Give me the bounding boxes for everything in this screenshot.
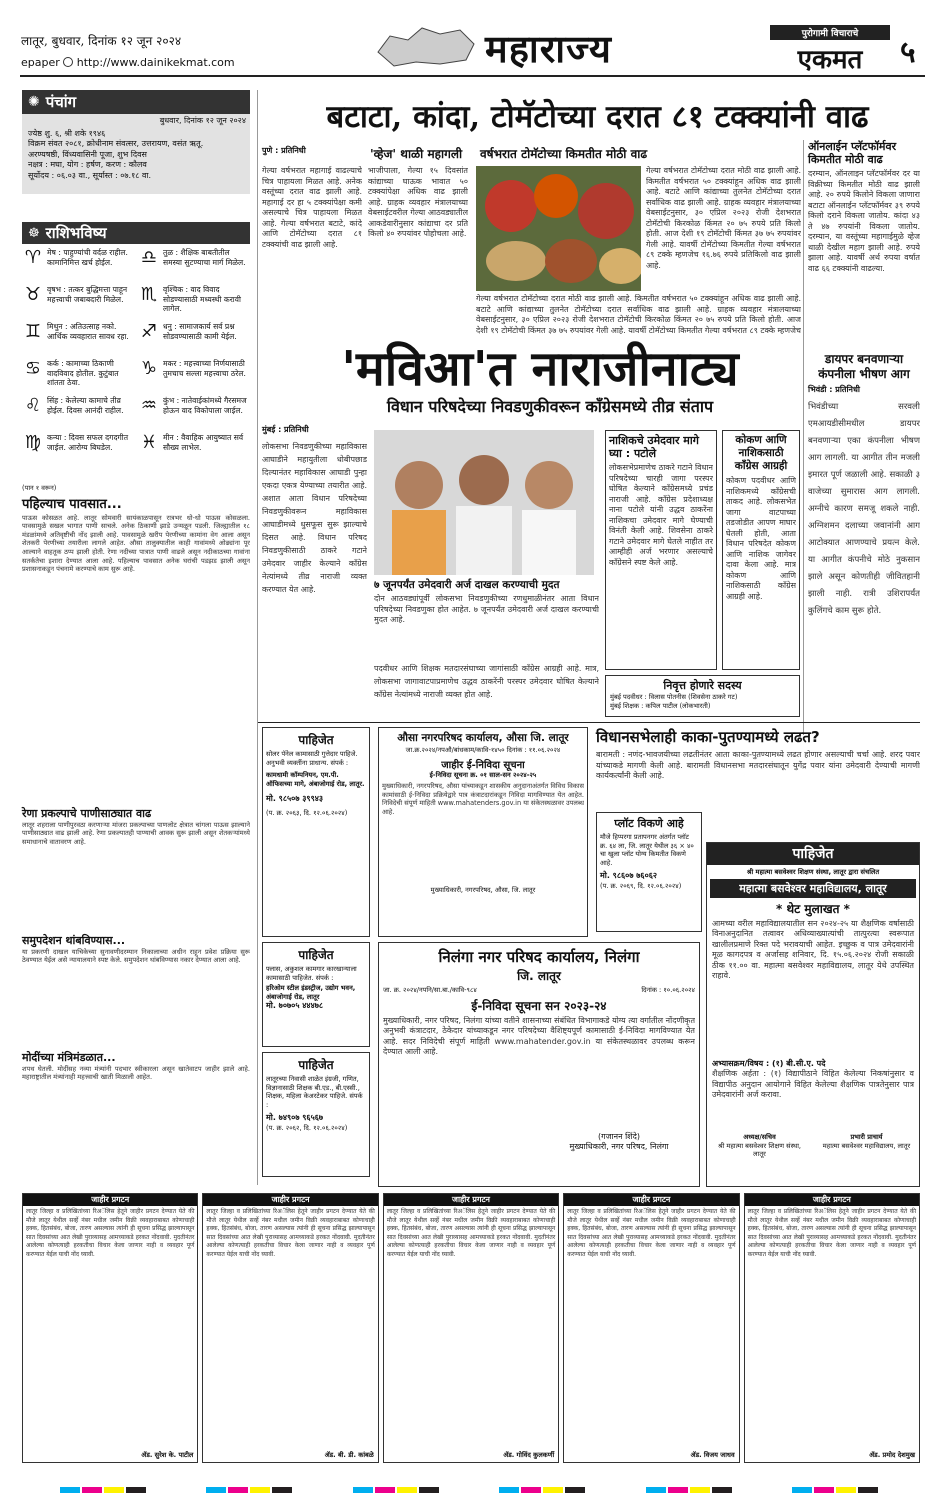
plot-title: प्लॉट विकणे आहे bbox=[614, 817, 684, 830]
press-swatch bbox=[60, 1487, 80, 1493]
public-notice-body: लातूर जिल्हा व प्रलिखितांच्या रिअॅलिस हेतूने जाहीर प्रगटन देण्यात येते की मौजे लातूर येथील सर्व्हे नंबर मधील जमीन विक्री व्यवहाराबाबत कोणाचाही हक्क, हितसंबंध, बोजा, तारण असल्यास त्यांनी ही सूचना प्रसिद्ध झाल्यापासून सात दिवसांच्या आत लेखी पुराव्यासह आमच्याकडे हरकत नोंदवावी. मुदतीनंतर आलेल्या कोणत्याही हरकतीचा विचार केला जाणार नाही व व्यवहार पूर्ण करण्यात येईल याची नोंद घ्यावी. bbox=[386, 1208, 556, 1258]
wanted-1-contact: मो. ९८५०७ ३९९४३ bbox=[266, 794, 324, 804]
press-swatch bbox=[792, 1487, 812, 1493]
sidebar-2-byline: भिवंडी : प्रतिनिधी bbox=[808, 385, 860, 394]
panchang-date: बुधवार, दिनांक १२ जून २०२४ bbox=[159, 116, 246, 125]
libra-icon: ♎ bbox=[140, 248, 158, 268]
public-notice-header: जाहीर प्रगटन bbox=[384, 1194, 558, 1206]
rain-sub3: मोदींच्या मंत्रिमंडळात... bbox=[22, 1050, 116, 1064]
ausa-body: मुख्याधिकारी, नगरपरिषद, औसा यांच्याकडून शासकीय अनुदानाअंतर्गत विविध विकास कामांसाठी ई-निविदा प्रक्रियेद्वारे पात्र कंत्राटदारांकडून निविदा मागविण्यात येत आहेत. निविदेची संपूर्ण माहिती www.mahatenders.gov.in या संकेतस्थळावर उपलब्ध आहे. bbox=[382, 782, 584, 816]
sign-right: महात्मा बसवेश्वर महाविद्यालय, लातूर bbox=[822, 1141, 911, 1150]
wanted-1-company: कामधामी कॉम्पनियन, एम.पी. ऑफिसच्या मागे, अंबाजोगाई रोड, लातूर. bbox=[266, 771, 365, 788]
capricorn-icon: ♑ bbox=[140, 359, 158, 379]
side-box-1 bbox=[605, 430, 717, 670]
panchang-title: पंचांग bbox=[45, 93, 77, 111]
politics-headline: विधानसभेलाही काका-पुतण्यामध्ये लढत? bbox=[596, 728, 820, 746]
nilanga-ref: जा. क्र. २०२४/नपनि/सा.बा./कावि-९८४ bbox=[383, 986, 477, 994]
public-notice bbox=[744, 1193, 920, 1463]
panchang-panel bbox=[22, 90, 250, 194]
rain-body: पाऊस कोसळत आहे. लातूर सोमवारी सायंकाळपासून रात्रभर धो-धो पाऊस कोसळला. पावसामुळे सखल भागात पाणी साचले. अनेक ठिकाणी झाडे उन्मळून पडली. जिल्ह्यातील १८ मंडळांमध्ये अतिवृष्टीची नोंद झाली आहे. पावसामुळे खरीप पेरणीच्या कामांना वेग आला असून शेतकरी पेरणीच्या तयारीला लागले आहेत. औसा तालुक्यातील काही गावांमध्ये ओढ्यांना पूर आल्याने वाहतूक ठप्प झाली होती. रेणा नदीच्या पात्रात पाणी वाढले असून नदीकाठच्या गावांना सतर्कतेचा इशारा देण्यात आला आहे. पहिल्याच पावसात अनेक घरांची पडझड झाली असून प्रशासनाकडून पंचनामे करण्याचे काम सुरू आहे. bbox=[22, 513, 250, 574]
college-name: महात्मा बसवेश्वर महाविद्यालय, लातूर bbox=[710, 879, 916, 898]
public-notice-signature: ॲड. बी. डी. कांबळे bbox=[324, 1451, 374, 1460]
section-title: महाराज्य bbox=[485, 26, 612, 71]
column-rule bbox=[257, 90, 258, 1185]
wanted-3-ref: (प. क्र. २०६२, दि. १२.०६.२०२४) bbox=[266, 1123, 348, 1132]
press-swatch bbox=[646, 1487, 666, 1493]
page-number: ५ bbox=[900, 35, 916, 70]
nilanga-tender bbox=[378, 942, 700, 1187]
politics-body: बारामती : नणंद-भावजयीच्या लढतीनंतर आता काका-पुतण्यामध्ये लढत होणार असल्याची चर्चा आहे. शरद पवार यांच्याकडे मागणी केली आहे. बारामती विधानसभा मतदारसंघातून युगेंद्र पवार यांना उमेदवारी देण्याची मागणी कार्यकर्त्यांनी केली आहे. bbox=[596, 750, 920, 780]
plot-contact: मो. ९८६०७ ७६०६२ bbox=[600, 871, 658, 881]
epaper-line bbox=[21, 56, 235, 69]
sign-right-title: प्रभारी प्राचार्य bbox=[850, 1133, 883, 1142]
top-headline: बटाटा, कांदा, टोमॅटोच्या दरात ८१ टक्क्यांनी वाढ bbox=[326, 99, 869, 135]
rashi-item bbox=[22, 396, 134, 433]
ausa-title: औसा नगरपरिषद कार्यालय, औसा जि. लातूर bbox=[397, 732, 569, 744]
rashi-item bbox=[22, 359, 134, 396]
main-body-bottom: पदवीधर आणि शिक्षक मतदारसंघाच्या जागांसाठी काँग्रेस आग्रही आहे. मात्र, लोकसभा जागावाटपाप्रमाणेच उद्धव ठाकरेंनी परस्पर उमेदवार घोषित केल्याने काँग्रेस नेत्यांमध्ये नाराजी व्यक्त होत आहे. bbox=[374, 664, 599, 699]
college-sign-left bbox=[712, 1133, 807, 1159]
press-swatch bbox=[858, 1487, 878, 1493]
panchang-line: अरण्यषष्ठी, विंध्यवासिनी पूजा, शुभ दिवस bbox=[28, 149, 147, 159]
rashi-item bbox=[138, 285, 250, 322]
sidebar-2-headline: डायपर बनवणाऱ्या कंपनीला भीषण आग bbox=[818, 352, 910, 381]
college-ad bbox=[706, 842, 920, 1187]
retiring-title: निवृत्त होणारे सदस्य bbox=[663, 679, 742, 692]
rashi-text: सिंह : केलेल्या कामाचे तीव्र होईल. दिवस आनंदी राहील. bbox=[47, 396, 124, 415]
press-swatch-group bbox=[60, 1478, 148, 1488]
public-notice-header: जाहीर प्रगटन bbox=[745, 1194, 919, 1206]
plot-ad bbox=[596, 812, 702, 932]
press-swatch bbox=[543, 1487, 563, 1493]
college-walkin: * थेट मुलाखत * bbox=[776, 901, 850, 916]
public-notice-signature: ॲड. सुरेश के. पाटील bbox=[141, 1451, 194, 1460]
top-byline: पुणे : प्रतिनिधी bbox=[262, 146, 306, 155]
side-box-1-body: लोकसभेप्रमाणेच ठाकरे गटाने विधान परिषदेच्या चारही जागा परस्पर घोषित केल्याने काँग्रेसमध्ये प्रचंड नाराजी आहे. काँग्रेस प्रदेशाध्यक्ष नाना पटोले यांनी उद्धव ठाकरेंना नाशिकचा उमेदवार मागे घेण्याची विनंती केली आहे. शिवसेना ठाकरे गटाने उमेदवार मागे घेतले नाहीत तर आम्हीही अर्ज भरणार असल्याचे काँग्रेसने स्पष्ट केले आहे. bbox=[609, 463, 713, 567]
press-swatch bbox=[353, 1487, 373, 1493]
nilanga-notice-title: ई-निविदा सूचना सन २०२३-२४ bbox=[471, 998, 607, 1013]
public-notice bbox=[563, 1193, 739, 1463]
rashi-text: मिथुन : अतिउत्साह नको. आर्थिक व्यवहारात सावध रहा. bbox=[47, 322, 129, 341]
rashi-item bbox=[138, 359, 250, 396]
dateline: लातूर, बुधवार, दिनांक १२ जून २०२४ bbox=[21, 34, 182, 48]
sign-left-title: अध्यक्ष/सचिव bbox=[743, 1133, 776, 1142]
press-swatch-group bbox=[646, 1478, 734, 1488]
rashi-item bbox=[22, 248, 134, 285]
rain-sub1: रेणा प्रकल्पाचे पाणीसाठ्यात वाढ bbox=[22, 806, 152, 820]
top-body-a: गेल्या वर्षभरात टोमॅटोच्या दरात मोठी वाढ झाली आहे. किमतीत वर्षभरात ५० टक्क्यांहून अधिक वाढ झाली आहे. बटाटे आणि कांद्याच्या तुलनेत टोमॅटोच्या दरात सर्वाधिक वाढ झाली आहे. ग्राहक व्यवहार मंत्रालयाच्या वेबसाईटनुसार, ३० एप्रिल २०२३ रोजी देशभरात टोमॅटोची किरकोळ किंमत २० ७५ रुपये प्रति किलो होती. आज देशी १९ टोमॅटोची किंमत ३७ ७५ रुपयांवर गेली आहे. यावर्षी टोमॅटोच्या किमतीत गेल्या वर्षभरात ८९ टक्के म्हणजेच १६.७६ रुपये प्रतिकिलो वाढ झाली आहे. bbox=[646, 166, 801, 270]
epaper-link[interactable]: http://www.dainikekmat.com bbox=[76, 56, 235, 69]
tagline: पुरोगामी विचाराचे bbox=[770, 25, 890, 40]
public-notice-header: जाहीर प्रगटन bbox=[23, 1194, 197, 1206]
main-body-left: लोकसभा निवडणुकीच्या महाविकास आघाडीने महायुतीला धोबीपछाड दिल्यानंतर महाविकास आघाडी पुन्हा एकदा एकत्र येण्याच्या तयारीत आहे. अशात आता विधान परिषदेच्या निवडणुकीवरून महाविकास आघाडीमध्ये धुसफूस सुरू झाल्याचे दिसत आहे. विधान परिषद निवडणुकीसाठी ठाकरे गटाने उमेदवार जाहीर केल्याने काँग्रेस नेत्यांमध्ये तीव्र नाराजी व्यक्त करण्यात येत आहे. bbox=[262, 442, 367, 594]
wanted-3-body: लातूरच्या निवासी शाळेत इंग्रजी, गणित, विज्ञानासाठी शिक्षक बी.एड., बी.एस्सी., शिक्षक, महिला केअरटेकर पाहिजे. संपर्क : bbox=[266, 1075, 363, 1109]
rashi-item bbox=[22, 433, 134, 470]
public-notice-header: जाहीर प्रगटन bbox=[564, 1194, 738, 1206]
wanted-1-ref: (प. क्र. २०६३, दि. १२.०६.२०२४) bbox=[266, 808, 348, 817]
rain-story bbox=[22, 484, 250, 1184]
top-body-a-cont: गेल्या वर्षभरात टोमॅटोच्या दरात मोठी वाढ झाली आहे. किमतीत वर्षभरात ५० टक्क्यांहून अधिक वाढ झाली आहे. बटाटे आणि कांद्याच्या तुलनेत टोमॅटोच्या दरात सर्वाधिक वाढ झाली आहे. ग्राहक व्यवहार मंत्रालयाच्या वेबसाईटनुसार, ३० एप्रिल २०२३ रोजी देशभरात टोमॅटोची किरकोळ किंमत २० ७५ रुपये प्रति किलो होती. आज देशी १९ टोमॅटोची किंमत ३७ ७५ रुपयांवर गेली आहे. यावर्षी टोमॅटोच्या किमतीत गेल्या वर्षभरात ८९ टक्के म्हणजेच bbox=[476, 294, 801, 334]
top-body-b: गेल्या वर्षभरात महागाई वाढल्याचे चित्र पाहायला मिळत आहे. अनेक वस्तूंच्या दरात वाढ झाली आहे. महागाई दर हा ५ टक्क्यांपेक्षा कमी असल्याचे चित्र पाहायला मिळत आहे. गेल्या वर्षभरात बटाटे, कांदे आणि टोमॅटोच्या दरात ८१ टक्क्यांची वाढ झाली आहे. bbox=[262, 166, 362, 249]
globe-icon bbox=[63, 57, 73, 67]
press-swatch-group bbox=[792, 1478, 880, 1488]
wanted-2-contact: मो. ७०७०५ ४४४७८ bbox=[266, 1001, 324, 1011]
photo-caption: ७ जूनपर्यंत उमेदवारी अर्ज दाखल करण्याची मुदत bbox=[374, 579, 560, 591]
rashi-item bbox=[138, 396, 250, 433]
public-notice-body: लातूर जिल्हा व प्रलिखितांच्या रिअॅलिस हेतूने जाहीर प्रगटन देण्यात येते की मौजे लातूर येथील सर्व्हे नंबर मधील जमीन विक्री व्यवहाराबाबत कोणाचाही हक्क, हितसंबंध, बोजा, तारण असल्यास त्यांनी ही सूचना प्रसिद्ध झाल्यापासून सात दिवसांच्या आत लेखी पुराव्यासह आमच्याकडे हरकत नोंदवावी. मुदतीनंतर आलेल्या कोणत्याही हरकतीचा विचार केला जाणार नाही व व्यवहार पूर्ण करण्यात येईल याची नोंद घ्यावी. bbox=[747, 1208, 917, 1258]
photo-caption-box bbox=[374, 578, 599, 658]
paper-name: एकमत bbox=[797, 45, 863, 75]
college-qualification: शैक्षणिक अर्हता : (१) विद्यापीठाने विहित केलेल्या निकषांनुसार व विद्यापीठ अनुदान आयोगाने विहित केलेल्या शैक्षणिक पात्रतेनुसार पात्र उमेदवारांनी अर्ज करावा. bbox=[712, 1069, 914, 1100]
public-notice-body: लातूर जिल्हा व प्रलिखितांच्या रिअॅलिस हेतूने जाहीर प्रगटन देण्यात येते की मौजे लातूर येथील सर्व्हे नंबर मधील जमीन विक्री व्यवहाराबाबत कोणाचाही हक्क, हितसंबंध, बोजा, तारण असल्यास त्यांनी ही सूचना प्रसिद्ध झाल्यापासून सात दिवसांच्या आत लेखी पुराव्यासह आमच्याकडे हरकत नोंदवावी. मुदतीनंतर आलेल्या कोणत्याही हरकतीचा विचार केला जाणार नाही व व्यवहार पूर्ण करण्यात येईल याची नोंद घ्यावी. bbox=[26, 1208, 195, 1258]
wanted-2-title: पाहिजेत bbox=[298, 948, 334, 962]
politics-story bbox=[596, 727, 920, 797]
sidebar-1-headline: ऑनलाईन प्लॅटफॉर्मवर किमतीत मोठी वाढ bbox=[808, 140, 897, 166]
press-swatch bbox=[668, 1487, 688, 1493]
ausa-signature: मुख्याधिकारी, नगरपरिषद, औसा, जि. लातूर bbox=[430, 886, 536, 895]
press-swatch bbox=[521, 1487, 541, 1493]
wanted-3-contact: मो. ७४९०७ ९६५६७ bbox=[266, 1113, 324, 1123]
press-swatch bbox=[375, 1487, 395, 1493]
rashi-header bbox=[22, 222, 250, 244]
press-swatch bbox=[499, 1487, 519, 1493]
rain-sub2-body: या प्रकरणी दाखल याचिकेच्या सुनावणीदरम्यान निकालाच्या अधीन राहून प्रवेश प्रक्रिया सुरू ठेवण्यात येईल असे न्यायालयाने स्पष्ट केले. समुपदेशन थांबविण्यास नकार देण्यात आला आहे. bbox=[22, 947, 250, 965]
epaper-label: epaper bbox=[21, 56, 60, 69]
ausa-ref: जा.क्र.२०२४/नपऔ/बांधकाम/कावि-१४५० दिनांक : ११.०६.२०२४ bbox=[405, 746, 561, 754]
photo-caption-body: दोन आठवड्यांपूर्वी लोकसभा निवडणुकीच्या रणधुमाळीनंतर आता विधान परिषदेच्या निवडणुका होत आहेत. ७ जूनपर्यंत उमेदवारी अर्ज दाखल करण्याची मुदत आहे. bbox=[374, 594, 599, 624]
leo-icon: ♌ bbox=[24, 396, 42, 416]
side-box-2-body: कोकण पदवीधर आणि नाशिकमध्ये काँग्रेसची ताकद आहे. लोकसभेत जागा वाटपाच्या तडजोडीत आपण माघार घेतली होती, आता विधान परिषदेत कोकण आणि नाशिक जागेवर दावा केला आहे. मात्र कोकण आणि नाशिकसाठी काँग्रेस आग्रही आहे. bbox=[726, 476, 796, 601]
wanted-2-body: फ्लास, अकुशल कामगार कारखान्याला कामासाठी पाहिजेत. संपर्क : bbox=[266, 965, 357, 982]
ausa-notice-title: जाहीर ई-निविदा सूचना bbox=[441, 759, 525, 771]
retiring-box bbox=[605, 675, 800, 717]
public-notice-signature: ॲड. गोविंद कुलकर्णी bbox=[503, 1451, 555, 1460]
press-swatch bbox=[712, 1487, 732, 1493]
sign-left: श्री महात्मा बसवेश्वर शिक्षण संस्था, लातूर bbox=[717, 1141, 802, 1159]
main-headline: 'मविआ'त नाराजीनाट्य bbox=[341, 341, 739, 397]
college-sign-right bbox=[819, 1133, 914, 1159]
press-swatch-group bbox=[353, 1478, 441, 1488]
rashi-item bbox=[138, 433, 250, 470]
vegetables-photo bbox=[476, 166, 641, 291]
panchang-line: नक्षत्र : मघा, योग : हर्षण, करण : कौलव bbox=[28, 160, 147, 169]
ausa-tender bbox=[378, 727, 588, 937]
wanted-ad-3 bbox=[262, 1052, 370, 1177]
nilanga-body: मुख्याधिकारी, नगर परिषद, निलंगा यांच्या वतीने शासनाच्या संबंधित विभागाकडे योग्य त्या वर्गातील नोंदणीकृत अनुभवी कंत्राटदार, ठेकेदार यांच्याकडून नगर परिषदेच्या वैशिष्ट्यपूर्ण कामासाठी ई-निविदा मागविण्यात येत आहे. सदर निविदेची संपूर्ण माहिती www.mahatender.gov.in या संकेतस्थळावर उपलब्ध करून देण्यात आली आहे. bbox=[383, 1015, 695, 1057]
college-signatures bbox=[707, 1131, 919, 1161]
sagittarius-icon: ♐ bbox=[140, 322, 158, 342]
press-swatch bbox=[104, 1487, 124, 1493]
college-body: आमच्या वरील महाविद्यालयातील सन २०२४-२५ या शैक्षणिक वर्षासाठी विनाअनुदानित तत्वावर अधिव्याख्यात्यांची तात्पुरत्या स्वरूपात खालीलप्रमाणे रिक्त पदे भरावयाची आहेत. इच्छुक व पात्र उमेदवारांनी मूळ कागदपत्र व अर्जासह शनिवार, दि. १५.०६.२०२४ रोजी सकाळी ठीक ११.०० वा. महात्मा बसवेश्वर महाविद्यालय, लातूर येथे उपस्थित राहावे. bbox=[712, 918, 914, 981]
press-swatch bbox=[82, 1487, 102, 1493]
public-notice bbox=[202, 1193, 378, 1463]
public-notices-row bbox=[22, 1193, 920, 1463]
leaders-photo bbox=[374, 430, 594, 575]
retiring-line: मुंबई पदवीधर : विलास पोतनीस (शिवसेना ठाकरे गट) bbox=[610, 693, 738, 701]
rain-sub2: समुपदेशन थांबविण्यास... bbox=[22, 933, 126, 947]
side-box-2-title: कोकण आणि नाशिकसाठी काँग्रेस आग्रही bbox=[734, 434, 788, 472]
sidebar-story-1 bbox=[808, 140, 920, 330]
nilanga-title: निलंगा नगर परिषद कार्यालय, निलंगा bbox=[438, 948, 640, 966]
press-swatch bbox=[228, 1487, 248, 1493]
press-swatch bbox=[814, 1487, 834, 1493]
column-rule bbox=[803, 140, 804, 735]
press-swatch-group bbox=[499, 1478, 587, 1488]
rain-headline: पहिल्याच पावसात... bbox=[22, 496, 122, 512]
press-swatch-group bbox=[206, 1478, 294, 1488]
side-box-1-title: नाशिकचे उमेदवार मागे घ्या : पटोले bbox=[609, 434, 699, 460]
public-notice-signature: ॲड. प्रमोद देशमुख bbox=[869, 1451, 916, 1460]
panchang-line: ज्येष्ठ शु. ६, श्री शके १९४६ bbox=[28, 128, 106, 138]
panchang-line: विक्रम संवत २०८१, क्रोधीनाम संवत्सर, उत्तरायण, वसंत ऋतू. bbox=[28, 139, 204, 148]
press-swatch bbox=[272, 1487, 292, 1493]
college-ad-title: पाहिजेत bbox=[707, 843, 919, 865]
wanted-3-title: पाहिजेत bbox=[298, 1058, 334, 1072]
retiring-line: मुंबई शिक्षक : कपिल पाटील (लोकभारती) bbox=[610, 701, 711, 710]
sun-icon: ✺ bbox=[28, 94, 40, 110]
rashi-text: कुंभ : नातेवाईकांमध्ये गैरसमज होऊन वाद विकोपाला जाईल. bbox=[163, 396, 247, 415]
map-graphic bbox=[370, 22, 480, 70]
wanted-2-company: हरिओम स्टील इंडस्ट्रीज, उद्योग भवन, अंबाजोगाई रोड, लातूर bbox=[266, 984, 356, 1001]
cancer-icon: ♋ bbox=[24, 359, 42, 379]
wanted-ad-2 bbox=[262, 942, 370, 1047]
ausa-notice-sub: ई-निविदा सूचना क्र. ०१ साल-सन २०२४-२५ bbox=[429, 770, 537, 779]
nilanga-date: दिनांक : १०.०६.२०२४ bbox=[641, 986, 695, 994]
rashi-text: मीन : वैवाहिक आयुष्यात सर्व सौख्य लाभेल. bbox=[163, 433, 244, 452]
main-subhead: विधान परिषदेच्या निवडणुकीवरून काँग्रेसमध्ये तीव्र संताप bbox=[386, 397, 714, 416]
rashi-text: मकर : महत्त्वाच्या निर्णयासाठी तुमचाच सल्ला महत्त्वाचा ठरेल. bbox=[163, 359, 246, 378]
taurus-icon: ♉ bbox=[24, 285, 42, 305]
nilanga-sign-name: (गजानन शिंदे) bbox=[598, 1131, 640, 1141]
press-swatch bbox=[397, 1487, 417, 1493]
public-notice bbox=[22, 1193, 198, 1463]
rashi-grid bbox=[22, 248, 250, 470]
rashi-text: धनु : सामाजकार्य सर्व प्रश्न सोडवण्यासाठी कामी येईल. bbox=[163, 322, 237, 341]
top-sub2: वर्षभरात टोमॅटोच्या किमतीत मोठी वाढ bbox=[480, 147, 648, 161]
public-notice-body: लातूर जिल्हा व प्रलिखितांच्या रिअॅलिस हेतूने जाहीर प्रगटन देण्यात येते की मौजे लातूर येथील सर्व्हे नंबर मधील जमीन विक्री व्यवहाराबाबत कोणाचाही हक्क, हितसंबंध, बोजा, तारण असल्यास त्यांनी ही सूचना प्रसिद्ध झाल्यापासून सात दिवसांच्या आत लेखी पुराव्यासह आमच्याकडे हरकत नोंदवावी. मुदतीनंतर आलेल्या कोणत्याही हरकतीचा विचार केला जाणार नाही व व्यवहार पूर्ण करण्यात येईल याची नोंद घ्यावी. bbox=[567, 1208, 736, 1258]
rashi-text: मेष : पाहुण्यांची वर्दळ राहील. कामानिमित्त खर्च होईल. bbox=[47, 248, 128, 267]
aries-icon: ♈ bbox=[24, 248, 42, 268]
zodiac-icon: ☸ bbox=[28, 225, 40, 241]
aquarius-icon: ♒ bbox=[140, 396, 158, 416]
top-body-c: भाजीपाला, गेल्या १५ दिवसांत कांद्याच्या घाऊक भावात ५० टक्क्यांपेक्षा अधिक वाढ झाली आहे. ग्राहक व्यवहार मंत्रालयाच्या वेबसाईटवरील गेल्या आठवड्यातील आकडेवारीनुसार कांद्याचा दर प्रति किलो ४० रुपयांवर पोहोचला आहे. bbox=[368, 166, 468, 238]
panchang-line: सूर्योदय : ०६.०३ वा., सूर्यास्त : ०७.१८ वा. bbox=[28, 170, 152, 180]
section-rule bbox=[258, 722, 920, 723]
pisces-icon: ♓ bbox=[140, 433, 158, 453]
rain-sub1-body: लातूर शहराला पाणीपुरवठा करणाऱ्या मांजरा प्रकल्पाच्या पाणलोट क्षेत्रात चांगला पाऊस झाल्याने पाणीसाठ्यात वाढ झाली आहे. रेणा प्रकल्पातही पाण्याची आवक सुरू झाली असून शेतकऱ्यांमध्ये समाधानाचे वातावरण आहे. bbox=[22, 820, 250, 846]
press-swatch bbox=[419, 1487, 439, 1493]
continued-label: (पान १ वरून) bbox=[22, 484, 57, 492]
press-swatch bbox=[565, 1487, 585, 1493]
college-subject: अभ्यासक्रम/विषय : (१) बी.सी.ए. पदे bbox=[712, 1058, 826, 1068]
rashi-text: वृश्चिक : वाद विवाद सोडण्यासाठी मध्यस्थी करावी लागेल. bbox=[163, 285, 241, 314]
public-notice-body: लातूर जिल्हा व प्रलिखितांच्या रिअॅलिस हेतूने जाहीर प्रगटन देण्यात येते की मौजे लातूर येथील सर्व्हे नंबर मधील जमीन विक्री व्यवहाराबाबत कोणाचाही हक्क, हितसंबंध, बोजा, तारण असल्यास त्यांनी ही सूचना प्रसिद्ध झाल्यापासून सात दिवसांच्या आत लेखी पुराव्यासह आमच्याकडे हरकत नोंदवावी. मुदतीनंतर आलेल्या कोणत्याही हरकतीचा विचार केला जाणार नाही व व्यवहार पूर्ण करण्यात येईल याची नोंद घ्यावी. bbox=[206, 1208, 375, 1258]
nilanga-ref-row bbox=[383, 986, 695, 995]
masthead-rule bbox=[20, 75, 925, 77]
side-box-2 bbox=[722, 430, 800, 670]
rain-sub3-body: शपथ घेतली. मोदींसह नव्या मंत्र्यांनी पदभार स्वीकारला असून खातेवाटप जाहीर झाले आहे. महाराष्ट्रातील मंत्र्यांनाही महत्त्वाची खाती मिळाली आहेत. bbox=[22, 1064, 250, 1082]
public-notice-signature: ॲड. विजय जाधव bbox=[690, 1451, 735, 1460]
rashi-text: तुळ : शैक्षिक बाबतीतील समस्या सुटण्याचा मार्ग मिळेल. bbox=[163, 248, 246, 267]
wanted-1-title: पाहिजेत bbox=[298, 733, 334, 747]
rashi-title: राशिभविष्य bbox=[45, 224, 107, 242]
nilanga-district: जि. लातूर bbox=[517, 969, 561, 983]
rashi-item bbox=[138, 248, 250, 285]
plot-body: मौजे हिप्परगा प्रतापनगर अंतर्गत प्लॉट क्र. ६४ ला, जि. लातूर येथील ३६ × ४० चा खुला प्लॉट योग्य किमतीत विकणे आहे. bbox=[600, 833, 694, 867]
wanted-ad-1 bbox=[262, 727, 370, 937]
main-byline: मुंबई : प्रतिनिधी bbox=[262, 425, 309, 434]
press-color-bar bbox=[60, 1478, 880, 1488]
sidebar-2-body: भिवंडीच्या सरवली एमआयडीसीमधील डायपर बनवणाऱ्या एका कंपनीला भीषण आग लागली. या आगीत तीन मजली इमारत पूर्ण जळाली आहे. सकाळी ३ वाजेच्या सुमारास आग लागली. अग्नीचे कारण समजू शकले नाही. अग्निशमन दलाच्या जवानांनी आग आटोक्यात आणण्याचे प्रयत्न केले. या आगीत कंपनीचे मोठे नुकसान झाले असून कोणतीही जीवितहानी झाली नाही. रात्री उशिरापर्यंत कुलिंगचे काम सुरू होते. bbox=[808, 401, 920, 616]
nilanga-sign-title: मुख्याधिकारी, नगर परिषद, निलंगा bbox=[569, 1142, 669, 1152]
rashi-text: कन्या : दिवस सफल दगदगीत जाईल. आरोग्य बिघडेल. bbox=[47, 433, 129, 452]
top-sub1: 'व्हेज' थाळी महागली bbox=[370, 147, 463, 161]
sidebar-1-body: दरम्यान, ऑनलाइन प्लॅटफॉर्मवर दर या विक्रीच्या किमतीत मोठी वाढ झाली आहे. २० रुपये किलोने विकला जाणारा बटाटा ऑनलाईन प्लॅटफॉर्मवर ३९ रुपये किलो दराने विकला जातोय. कांदा ४३ ते ४७ रुपयांनी विकला जातोय. दरम्यान, या वस्तूंच्या महागाईमुळे व्हेज थाळी देखील महाग झाली आहे. रुपये झाला आहे. यावर्षी अर्थ रुपया वर्षात वाढ ६६ टक्क्यांनी वाढल्या. bbox=[808, 169, 920, 273]
gemini-icon: ♊ bbox=[24, 322, 42, 342]
panchang-lines bbox=[22, 129, 250, 182]
scorpio-icon: ♏ bbox=[140, 285, 158, 305]
rashi-item bbox=[22, 285, 134, 322]
press-swatch bbox=[836, 1487, 856, 1493]
virgo-icon: ♍ bbox=[24, 433, 42, 453]
press-swatch bbox=[250, 1487, 270, 1493]
college-org: श्री महात्मा बसवेश्वर शिक्षण संस्था, लातूर द्वारा संचलित bbox=[746, 868, 880, 876]
brand-block bbox=[770, 25, 890, 75]
rashi-item bbox=[22, 322, 134, 359]
press-swatch bbox=[126, 1487, 146, 1493]
rashi-item bbox=[138, 322, 250, 359]
press-swatch bbox=[206, 1487, 226, 1493]
rashi-text: वृषभ : तत्कर बुद्धिमत्ता पाहून महत्त्वाची जबाबदारी मिळेल. bbox=[47, 285, 128, 304]
press-swatch bbox=[690, 1487, 710, 1493]
public-notice bbox=[383, 1193, 559, 1463]
panchang-header bbox=[22, 90, 250, 114]
wanted-1-body: सोलर पॅनेल कामासाठी गुत्तेदार पाहिजे. अनुभवी व्यक्तींना प्राधान्य. संपर्क : bbox=[266, 750, 358, 767]
public-notice-header: जाहीर प्रगटन bbox=[203, 1194, 377, 1206]
plot-ref: (प. क्र. २०६९, दि. १२.०६.२०२४) bbox=[600, 881, 682, 890]
rashi-text: कर्क : कामाच्या ठिकाणी वादविवाद होतील. कुटुंबात शांतता ठेवा. bbox=[47, 359, 119, 388]
rashi-panel bbox=[22, 222, 250, 472]
